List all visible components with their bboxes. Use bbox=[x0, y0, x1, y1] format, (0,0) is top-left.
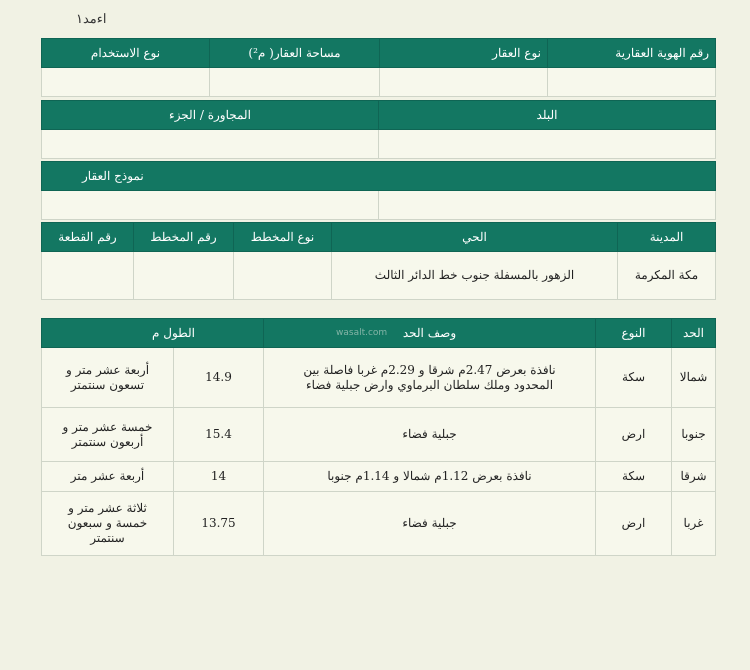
cell-property-model-b bbox=[42, 191, 379, 220]
table-row bbox=[42, 408, 716, 462]
cell-plan-type bbox=[234, 252, 332, 300]
row-length-number: 14 bbox=[174, 462, 264, 492]
header-property-id: رقم الهوية العقارية bbox=[548, 39, 716, 68]
row-length-number: 13.75 bbox=[174, 492, 264, 556]
header-boundary: الحد bbox=[672, 319, 716, 348]
row-direction: غربا bbox=[672, 492, 716, 556]
watermark: wasalt.com bbox=[336, 328, 388, 338]
property-model-table bbox=[41, 161, 716, 220]
cell-usage-type bbox=[42, 68, 210, 97]
table-row bbox=[42, 348, 716, 408]
page-mark: اءمد١ bbox=[76, 12, 107, 27]
row-direction: شمالا bbox=[672, 348, 716, 408]
cell-country bbox=[379, 130, 716, 159]
header-neighborhood-part: المجاورة / الجزء bbox=[42, 101, 379, 130]
table-row bbox=[42, 462, 716, 492]
header-property-model: نموذج العقار bbox=[42, 162, 716, 191]
header-country: البلد bbox=[379, 101, 716, 130]
row-direction: شرقا bbox=[672, 462, 716, 492]
cell-property-id bbox=[548, 68, 716, 97]
header-district: الحي bbox=[332, 223, 618, 252]
cell-neighborhood-part bbox=[42, 130, 379, 159]
cell-plot-number bbox=[42, 252, 134, 300]
row-type: ارض bbox=[596, 408, 672, 462]
cell-property-area bbox=[210, 68, 380, 97]
row-direction: جنوبا bbox=[672, 408, 716, 462]
table-row bbox=[42, 492, 716, 556]
location-table bbox=[41, 100, 716, 159]
cell-plan-number bbox=[134, 252, 234, 300]
row-length-text: خمسة عشر متر و أربعون سنتمتر bbox=[42, 408, 174, 462]
header-city: المدينة bbox=[618, 223, 716, 252]
header-property-area: مساحة العقار( م²) bbox=[210, 39, 380, 68]
header-usage-type: نوع الاستخدام bbox=[42, 39, 210, 68]
header-plot-number: رقم القطعة bbox=[42, 223, 134, 252]
row-type: سكة bbox=[596, 348, 672, 408]
header-boundary-type: النوع bbox=[596, 319, 672, 348]
header-property-type: نوع العقار bbox=[380, 39, 548, 68]
cell-district: الزهور بالمسفلة جنوب خط الدائر الثالث bbox=[332, 252, 618, 300]
boundaries-table bbox=[41, 318, 716, 556]
row-description: جبلية فضاء bbox=[264, 492, 596, 556]
cell-city: مكة المكرمة bbox=[618, 252, 716, 300]
row-type: سكة bbox=[596, 462, 672, 492]
plot-table bbox=[41, 222, 716, 300]
cell-property-model-a bbox=[379, 191, 716, 220]
row-description: نافذة بعرض 1.12م شمالا و 1.14م جنوبا bbox=[264, 462, 596, 492]
header-plan-type: نوع المخطط bbox=[234, 223, 332, 252]
property-info-table bbox=[41, 38, 716, 97]
header-plan-number: رقم المخطط bbox=[134, 223, 234, 252]
row-description: جبلية فضاء bbox=[264, 408, 596, 462]
row-length-text: ثلاثة عشر متر و خمسة و سبعون سنتمتر bbox=[42, 492, 174, 556]
row-length-text: أربعة عشر متر و تسعون سنتمتر bbox=[42, 348, 174, 408]
header-length: الطول م bbox=[42, 319, 264, 348]
header-boundary-description: وصف الحد bbox=[264, 319, 596, 348]
row-length-number: 14.9 bbox=[174, 348, 264, 408]
row-length-text: أربعة عشر متر bbox=[42, 462, 174, 492]
cell-property-type bbox=[380, 68, 548, 97]
row-description: نافذة بعرض 2.47م شرقا و 2.29م غربا فاصلة بين المحدود وملك سلطان البرماوي وارض جبلية فضاء bbox=[264, 348, 596, 408]
row-type: ارض bbox=[596, 492, 672, 556]
row-length-number: 15.4 bbox=[174, 408, 264, 462]
